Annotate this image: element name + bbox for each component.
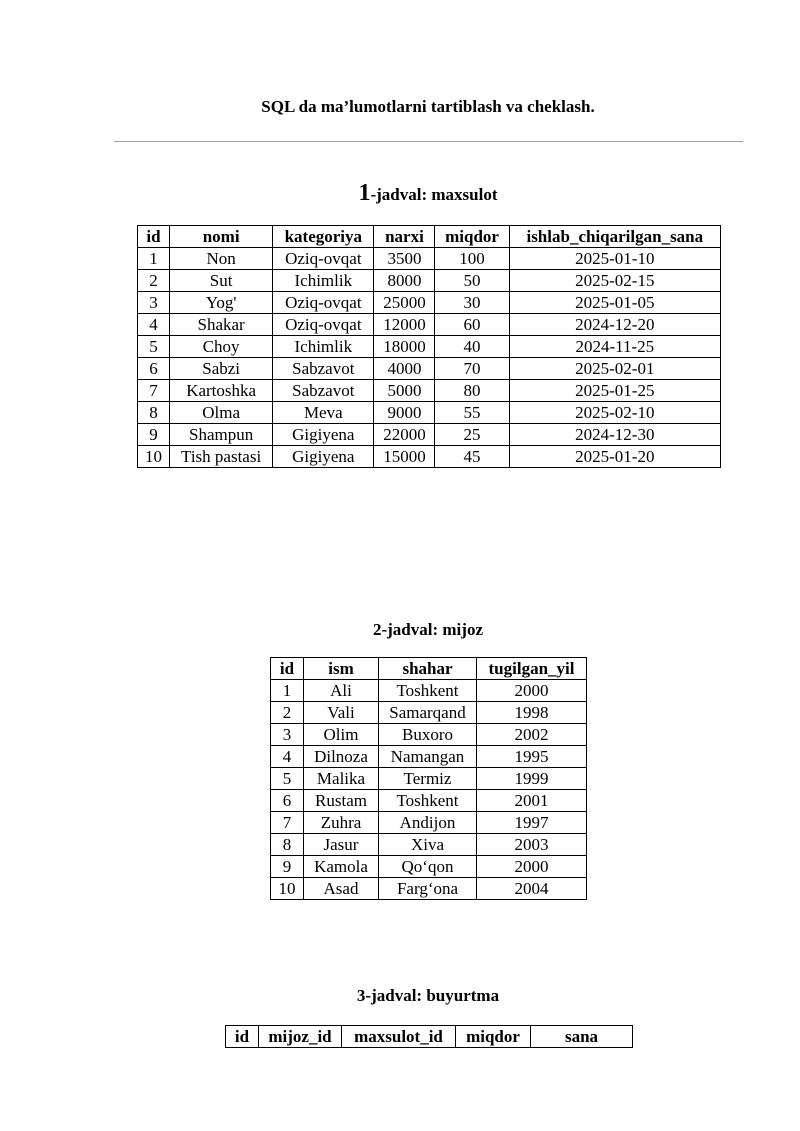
table-cell: 30 xyxy=(435,292,509,314)
table-row xyxy=(138,424,721,446)
table-cell: 1998 xyxy=(477,702,587,724)
table-cell: Non xyxy=(170,248,273,270)
column-header: id xyxy=(138,226,170,248)
table-row xyxy=(271,812,587,834)
table-header-row xyxy=(226,1026,633,1048)
table-cell: 1 xyxy=(138,248,170,270)
column-header: miqdor xyxy=(435,226,509,248)
table1-caption-text: -jadval: maxsulot xyxy=(370,185,498,204)
table-cell: Rustam xyxy=(304,790,379,812)
table-cell: 7 xyxy=(138,380,170,402)
table-cell: 2004 xyxy=(477,878,587,900)
table-row xyxy=(271,746,587,768)
column-header: mijoz_id xyxy=(259,1026,342,1048)
table-cell: 2000 xyxy=(477,680,587,702)
table-cell: 6 xyxy=(271,790,304,812)
table-cell: Oziq-ovqat xyxy=(273,248,374,270)
table-row xyxy=(138,336,721,358)
table-row xyxy=(138,314,721,336)
table-cell: Gigiyena xyxy=(273,424,374,446)
table-cell: Choy xyxy=(170,336,273,358)
column-header: shahar xyxy=(379,658,477,680)
column-header: tugilgan_yil xyxy=(477,658,587,680)
column-header: kategoriya xyxy=(273,226,374,248)
column-header: nomi xyxy=(170,226,273,248)
table-cell: 2025-02-01 xyxy=(509,358,720,380)
table-cell: 2025-01-10 xyxy=(509,248,720,270)
table-cell: 45 xyxy=(435,446,509,468)
buyurtma-table xyxy=(225,1025,633,1048)
table-cell: 12000 xyxy=(374,314,435,336)
table-cell: Asad xyxy=(304,878,379,900)
table-cell: 100 xyxy=(435,248,509,270)
table-cell: 50 xyxy=(435,270,509,292)
table-cell: Shakar xyxy=(170,314,273,336)
table2-caption: 2-jadval: mijoz xyxy=(372,620,483,639)
table-cell: 2024-11-25 xyxy=(509,336,720,358)
table-cell: Vali xyxy=(304,702,379,724)
table-cell: Oziq-ovqat xyxy=(273,292,374,314)
column-header: id xyxy=(226,1026,259,1048)
table-cell: 6 xyxy=(138,358,170,380)
table-header-row xyxy=(138,226,721,248)
table-cell: Sut xyxy=(170,270,273,292)
table-cell: 8000 xyxy=(374,270,435,292)
table-cell: Ichimlik xyxy=(273,336,374,358)
table-row xyxy=(271,834,587,856)
table1-caption xyxy=(0,180,800,207)
table-cell: Sabzavot xyxy=(273,380,374,402)
table-cell: 80 xyxy=(435,380,509,402)
table-cell: 2025-01-25 xyxy=(509,380,720,402)
table-cell: Xiva xyxy=(379,834,477,856)
table-row xyxy=(138,292,721,314)
table-cell: Tish pastasi xyxy=(170,446,273,468)
table-cell: Termiz xyxy=(379,768,477,790)
table-cell: 1999 xyxy=(477,768,587,790)
table-row xyxy=(138,270,721,292)
table-cell: Farg‘ona xyxy=(379,878,477,900)
table-cell: Meva xyxy=(273,402,374,424)
column-header: maxsulot_id xyxy=(342,1026,456,1048)
table-cell: 2003 xyxy=(477,834,587,856)
table-cell: Kamola xyxy=(304,856,379,878)
table-cell: Jasur xyxy=(304,834,379,856)
table-row xyxy=(138,358,721,380)
column-header: miqdor xyxy=(456,1026,531,1048)
table1-caption-number: 1 xyxy=(358,180,371,206)
table-cell: 1997 xyxy=(477,812,587,834)
table-row xyxy=(271,856,587,878)
table-cell: 5000 xyxy=(374,380,435,402)
table-cell: Olma xyxy=(170,402,273,424)
table-cell: 9000 xyxy=(374,402,435,424)
table-cell: 25 xyxy=(435,424,509,446)
table-cell: 25000 xyxy=(374,292,435,314)
table-cell: 1995 xyxy=(477,746,587,768)
table-cell: 2025-02-15 xyxy=(509,270,720,292)
mijoz-table xyxy=(270,657,587,900)
document-title: SQL da ma’lumotlarni tartiblash va cheklash. xyxy=(261,97,595,116)
table-cell: 2025-01-05 xyxy=(509,292,720,314)
table-cell: 40 xyxy=(435,336,509,358)
table3-caption: 3-jadval: buyurtma xyxy=(356,986,500,1005)
table-cell: 55 xyxy=(435,402,509,424)
table-cell: 4 xyxy=(138,314,170,336)
table-cell: 8 xyxy=(138,402,170,424)
table-cell: 3 xyxy=(138,292,170,314)
table-row xyxy=(138,248,721,270)
table-cell: 15000 xyxy=(374,446,435,468)
table-cell: 60 xyxy=(435,314,509,336)
table-cell: 2000 xyxy=(477,856,587,878)
table-cell: 5 xyxy=(138,336,170,358)
table-cell: 8 xyxy=(271,834,304,856)
table-cell: 2025-02-10 xyxy=(509,402,720,424)
table-cell: Oziq-ovqat xyxy=(273,314,374,336)
column-header: sana xyxy=(531,1026,633,1048)
table-cell: 9 xyxy=(138,424,170,446)
table-cell: 5 xyxy=(271,768,304,790)
table-cell: 10 xyxy=(138,446,170,468)
table-cell: 18000 xyxy=(374,336,435,358)
table-cell: Shampun xyxy=(170,424,273,446)
column-header: ishlab_chiqarilgan_sana xyxy=(509,226,720,248)
table-row xyxy=(271,878,587,900)
table-cell: 9 xyxy=(271,856,304,878)
table-cell: Andijon xyxy=(379,812,477,834)
table-cell: Toshkent xyxy=(379,680,477,702)
horizontal-divider xyxy=(114,141,743,142)
table-cell: 2 xyxy=(138,270,170,292)
table-cell: Kartoshka xyxy=(170,380,273,402)
table-cell: 7 xyxy=(271,812,304,834)
table-cell: Dilnoza xyxy=(304,746,379,768)
table-cell: 2001 xyxy=(477,790,587,812)
table-row xyxy=(271,702,587,724)
table-row xyxy=(271,768,587,790)
table-cell: Sabzavot xyxy=(273,358,374,380)
table-cell: 2024-12-20 xyxy=(509,314,720,336)
table-cell: 2 xyxy=(271,702,304,724)
table-cell: Buxoro xyxy=(379,724,477,746)
table-cell: Malika xyxy=(304,768,379,790)
table-header-row xyxy=(271,658,587,680)
table-cell: Olim xyxy=(304,724,379,746)
table-cell: Sabzi xyxy=(170,358,273,380)
column-header: narxi xyxy=(374,226,435,248)
table-cell: Yog' xyxy=(170,292,273,314)
column-header: ism xyxy=(304,658,379,680)
table-row xyxy=(138,380,721,402)
table-row xyxy=(138,402,721,424)
table-cell: Namangan xyxy=(379,746,477,768)
table-row xyxy=(271,724,587,746)
table-cell: Ichimlik xyxy=(273,270,374,292)
table-cell: 1 xyxy=(271,680,304,702)
table-cell: Toshkent xyxy=(379,790,477,812)
table-row xyxy=(271,790,587,812)
table-cell: 70 xyxy=(435,358,509,380)
table-cell: 4 xyxy=(271,746,304,768)
table-cell: 2002 xyxy=(477,724,587,746)
maxsulot-table xyxy=(137,225,721,468)
table-cell: Gigiyena xyxy=(273,446,374,468)
table-cell: 2024-12-30 xyxy=(509,424,720,446)
table-cell: Ali xyxy=(304,680,379,702)
table-cell: 22000 xyxy=(374,424,435,446)
table-cell: 4000 xyxy=(374,358,435,380)
table-cell: Samarqand xyxy=(379,702,477,724)
table-cell: 3500 xyxy=(374,248,435,270)
table-cell: Zuhra xyxy=(304,812,379,834)
table-row xyxy=(138,446,721,468)
column-header: id xyxy=(271,658,304,680)
table-cell: 3 xyxy=(271,724,304,746)
table-row xyxy=(271,680,587,702)
table-cell: 10 xyxy=(271,878,304,900)
table-cell: Qo‘qon xyxy=(379,856,477,878)
table-cell: 2025-01-20 xyxy=(509,446,720,468)
